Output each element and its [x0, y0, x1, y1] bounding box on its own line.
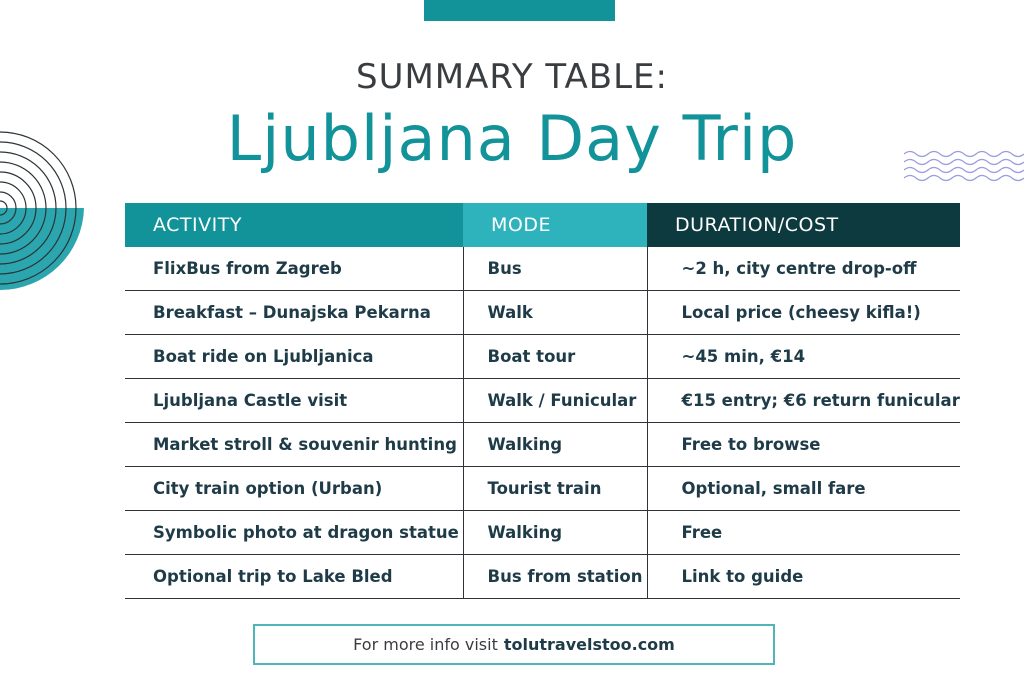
- table-row: [125, 467, 960, 511]
- mode-cell: Walk / Funicular: [463, 379, 647, 423]
- table-row: [125, 247, 960, 291]
- footer-info-box: [253, 624, 775, 665]
- table-row: [125, 379, 960, 423]
- duration-cost-cell: Link to guide: [647, 555, 960, 599]
- table-row: [125, 555, 960, 599]
- activity-cell: Market stroll & souvenir hunting: [125, 423, 463, 467]
- mode-cell: Bus from station: [463, 555, 647, 599]
- table-header-row: [125, 203, 960, 247]
- activity-cell: Symbolic photo at dragon statue: [125, 511, 463, 555]
- mode-cell: Walking: [463, 423, 647, 467]
- duration-cost-cell: Local price (cheesy kifla!): [647, 291, 960, 335]
- summary-table: [125, 203, 960, 599]
- activity-cell: City train option (Urban): [125, 467, 463, 511]
- duration-cost-cell: €15 entry; €6 return funicular: [647, 379, 960, 423]
- duration-cost-cell: Optional, small fare: [647, 467, 960, 511]
- table-row: [125, 335, 960, 379]
- activity-cell: FlixBus from Zagreb: [125, 247, 463, 291]
- mode-cell: Tourist train: [463, 467, 647, 511]
- activity-cell: Boat ride on Ljubljanica: [125, 335, 463, 379]
- activity-cell: Optional trip to Lake Bled: [125, 555, 463, 599]
- website-link[interactable]: tolutravelstoo.com: [503, 635, 675, 654]
- table-row: [125, 291, 960, 335]
- top-accent-bar: [424, 0, 615, 21]
- column-header-duration-cost: DURATION/COST: [647, 203, 960, 247]
- table-row: [125, 423, 960, 467]
- duration-cost-cell: ~45 min, €14: [647, 335, 960, 379]
- mode-cell: Bus: [463, 247, 647, 291]
- activity-cell: Breakfast – Dunajska Pekarna: [125, 291, 463, 335]
- table-row: [125, 511, 960, 555]
- column-header-activity: ACTIVITY: [125, 203, 463, 247]
- page-subtitle: SUMMARY TABLE:: [355, 57, 668, 97]
- duration-cost-cell: Free to browse: [647, 423, 960, 467]
- mode-cell: Boat tour: [463, 335, 647, 379]
- mode-cell: Walking: [463, 511, 647, 555]
- footer-text: For more info visit: [353, 635, 498, 654]
- page-title: Ljubljana Day Trip: [226, 102, 798, 175]
- duration-cost-cell: Free: [647, 511, 960, 555]
- column-header-mode: MODE: [463, 203, 647, 247]
- activity-cell: Ljubljana Castle visit: [125, 379, 463, 423]
- duration-cost-cell: ~2 h, city centre drop-off: [647, 247, 960, 291]
- mode-cell: Walk: [463, 291, 647, 335]
